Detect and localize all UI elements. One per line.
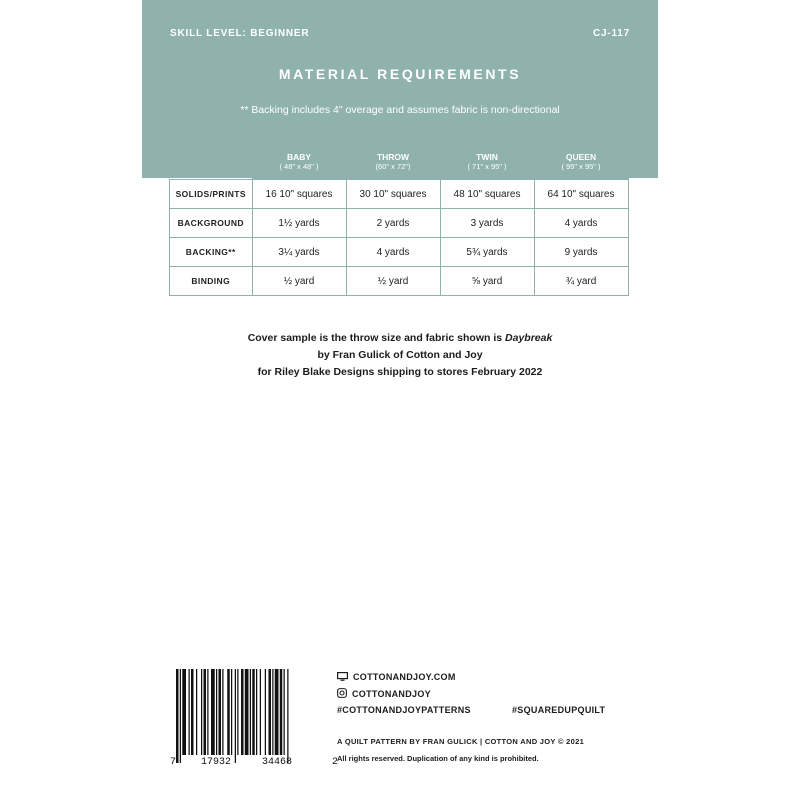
barcode-bar [227, 669, 230, 755]
barcode-bar [256, 669, 257, 755]
table-row [170, 209, 629, 238]
barcode-bar [211, 669, 215, 755]
barcode-bar [237, 669, 238, 755]
barcode-bar [260, 669, 261, 755]
table-cell: 64 10" squares [534, 180, 628, 209]
table-cell: 48 10" squares [440, 180, 534, 209]
backing-note: ** Backing includes 4" overage and assumes fabric is non-directional [240, 104, 560, 116]
barcode-bar [275, 669, 279, 755]
barcode-bar [204, 669, 207, 755]
cover-line-1 [142, 330, 658, 347]
barcode-bar [269, 669, 272, 755]
byline: A QUILT PATTERN BY FRAN GULICK | COTTON AND JOY © 2021 [337, 737, 585, 746]
table-cell: 16 10" squares [252, 180, 346, 209]
column-name: QUEEN [565, 152, 597, 162]
material-requirements-table [169, 144, 629, 296]
barcode-digit-group: 2 [332, 757, 339, 768]
table-cell: 3¼ yards [252, 238, 346, 267]
website-line [337, 672, 456, 682]
barcode-bar [241, 669, 244, 755]
fabric-name: Daybreak [505, 332, 553, 344]
column-name: BABY [286, 152, 312, 162]
barcode-digit-group: 17932 [201, 757, 232, 768]
barcode-bar [222, 669, 223, 755]
barcode-bar [182, 669, 186, 755]
cover-line-1-prefix: Cover sample is the throw size and fabric shown is [247, 332, 506, 344]
column-twin [440, 145, 534, 180]
column-dims: ( 95" x 95" ) [561, 162, 601, 171]
barcode-bar [191, 669, 194, 755]
hashtag-primary: #COTTONANDJOYPATTERNS [337, 705, 471, 715]
table-row [170, 238, 629, 267]
column-queen [534, 145, 628, 180]
barcode-bar [176, 669, 179, 763]
barcode-bar [189, 669, 190, 755]
barcode-bar [284, 669, 285, 755]
page-title: MATERIAL REQUIREMENTS [278, 66, 522, 82]
table-corner [170, 145, 253, 180]
barcode-bar [252, 669, 255, 755]
barcode [176, 669, 326, 763]
barcode-bar [280, 669, 283, 755]
table-cell: ¾ yard [534, 267, 628, 296]
barcode-bar [265, 669, 266, 755]
hashtag-secondary: #SQUAREDUPQUILT [512, 705, 606, 715]
row-label: BACKING** [170, 238, 253, 267]
column-baby [252, 145, 346, 180]
barcode-bar [245, 669, 249, 755]
rights-notice: All rights reserved. Duplication of any kind is prohibited. [337, 754, 539, 763]
table-cell: 3 yards [440, 209, 534, 238]
barcode-bar [201, 669, 202, 755]
table-cell: 30 10" squares [346, 180, 440, 209]
barcode-bar [231, 669, 232, 755]
table-cell: 5¾ yards [440, 238, 534, 267]
table-cell: 2 yards [346, 209, 440, 238]
barcode-digit-group: 34468 [262, 757, 293, 768]
cover-line-2: by Fran Gulick of Cotton and Joy [317, 349, 483, 361]
barcode-bar [250, 669, 251, 755]
barcode-bar [216, 669, 217, 755]
table-row [170, 267, 629, 296]
table-cell: 9 yards [534, 238, 628, 267]
table-cell: 4 yards [346, 238, 440, 267]
table-header-row [170, 145, 629, 180]
pattern-code: CJ-117 [592, 28, 630, 39]
barcode-bar [196, 669, 197, 755]
table-cell: ⅝ yard [440, 267, 534, 296]
website-link[interactable]: COTTONANDJOY.COM [353, 672, 456, 682]
cover-line-3: for Riley Blake Designs shipping to stores February 2022 [257, 366, 543, 378]
barcode-bar [287, 669, 288, 763]
row-label: SOLIDS/PRINTS [170, 180, 253, 209]
table-cell: 4 yards [534, 209, 628, 238]
column-dims: (60" x 72") [375, 162, 411, 171]
barcode-digit-group: 7 [170, 757, 177, 768]
barcode-bar [272, 669, 273, 755]
skill-level: SKILL LEVEL: BEGINNER [170, 28, 310, 39]
barcode-bar [180, 669, 181, 763]
instagram-icon [337, 688, 347, 698]
barcode-digits [170, 757, 340, 771]
column-name: TWIN [476, 152, 498, 162]
instagram-handle[interactable]: COTTONANDJOY [352, 689, 431, 699]
barcode-bar [219, 669, 222, 755]
column-dims: ( 71" x 95" ) [467, 162, 507, 171]
barcode-bar [235, 669, 236, 763]
column-name: THROW [376, 152, 410, 162]
row-label: BACKGROUND [170, 209, 253, 238]
row-label: BINDING [170, 267, 253, 296]
column-dims: ( 48" x 48" ) [279, 162, 319, 171]
table-cell: 1½ yards [252, 209, 346, 238]
column-throw [346, 145, 440, 180]
table-cell: ½ yard [346, 267, 440, 296]
instagram-line [337, 688, 431, 699]
table-cell: ½ yard [252, 267, 346, 296]
table-row [170, 180, 629, 209]
barcode-bar [207, 669, 208, 755]
cover-sample-text [142, 330, 658, 381]
monitor-icon [337, 672, 348, 681]
